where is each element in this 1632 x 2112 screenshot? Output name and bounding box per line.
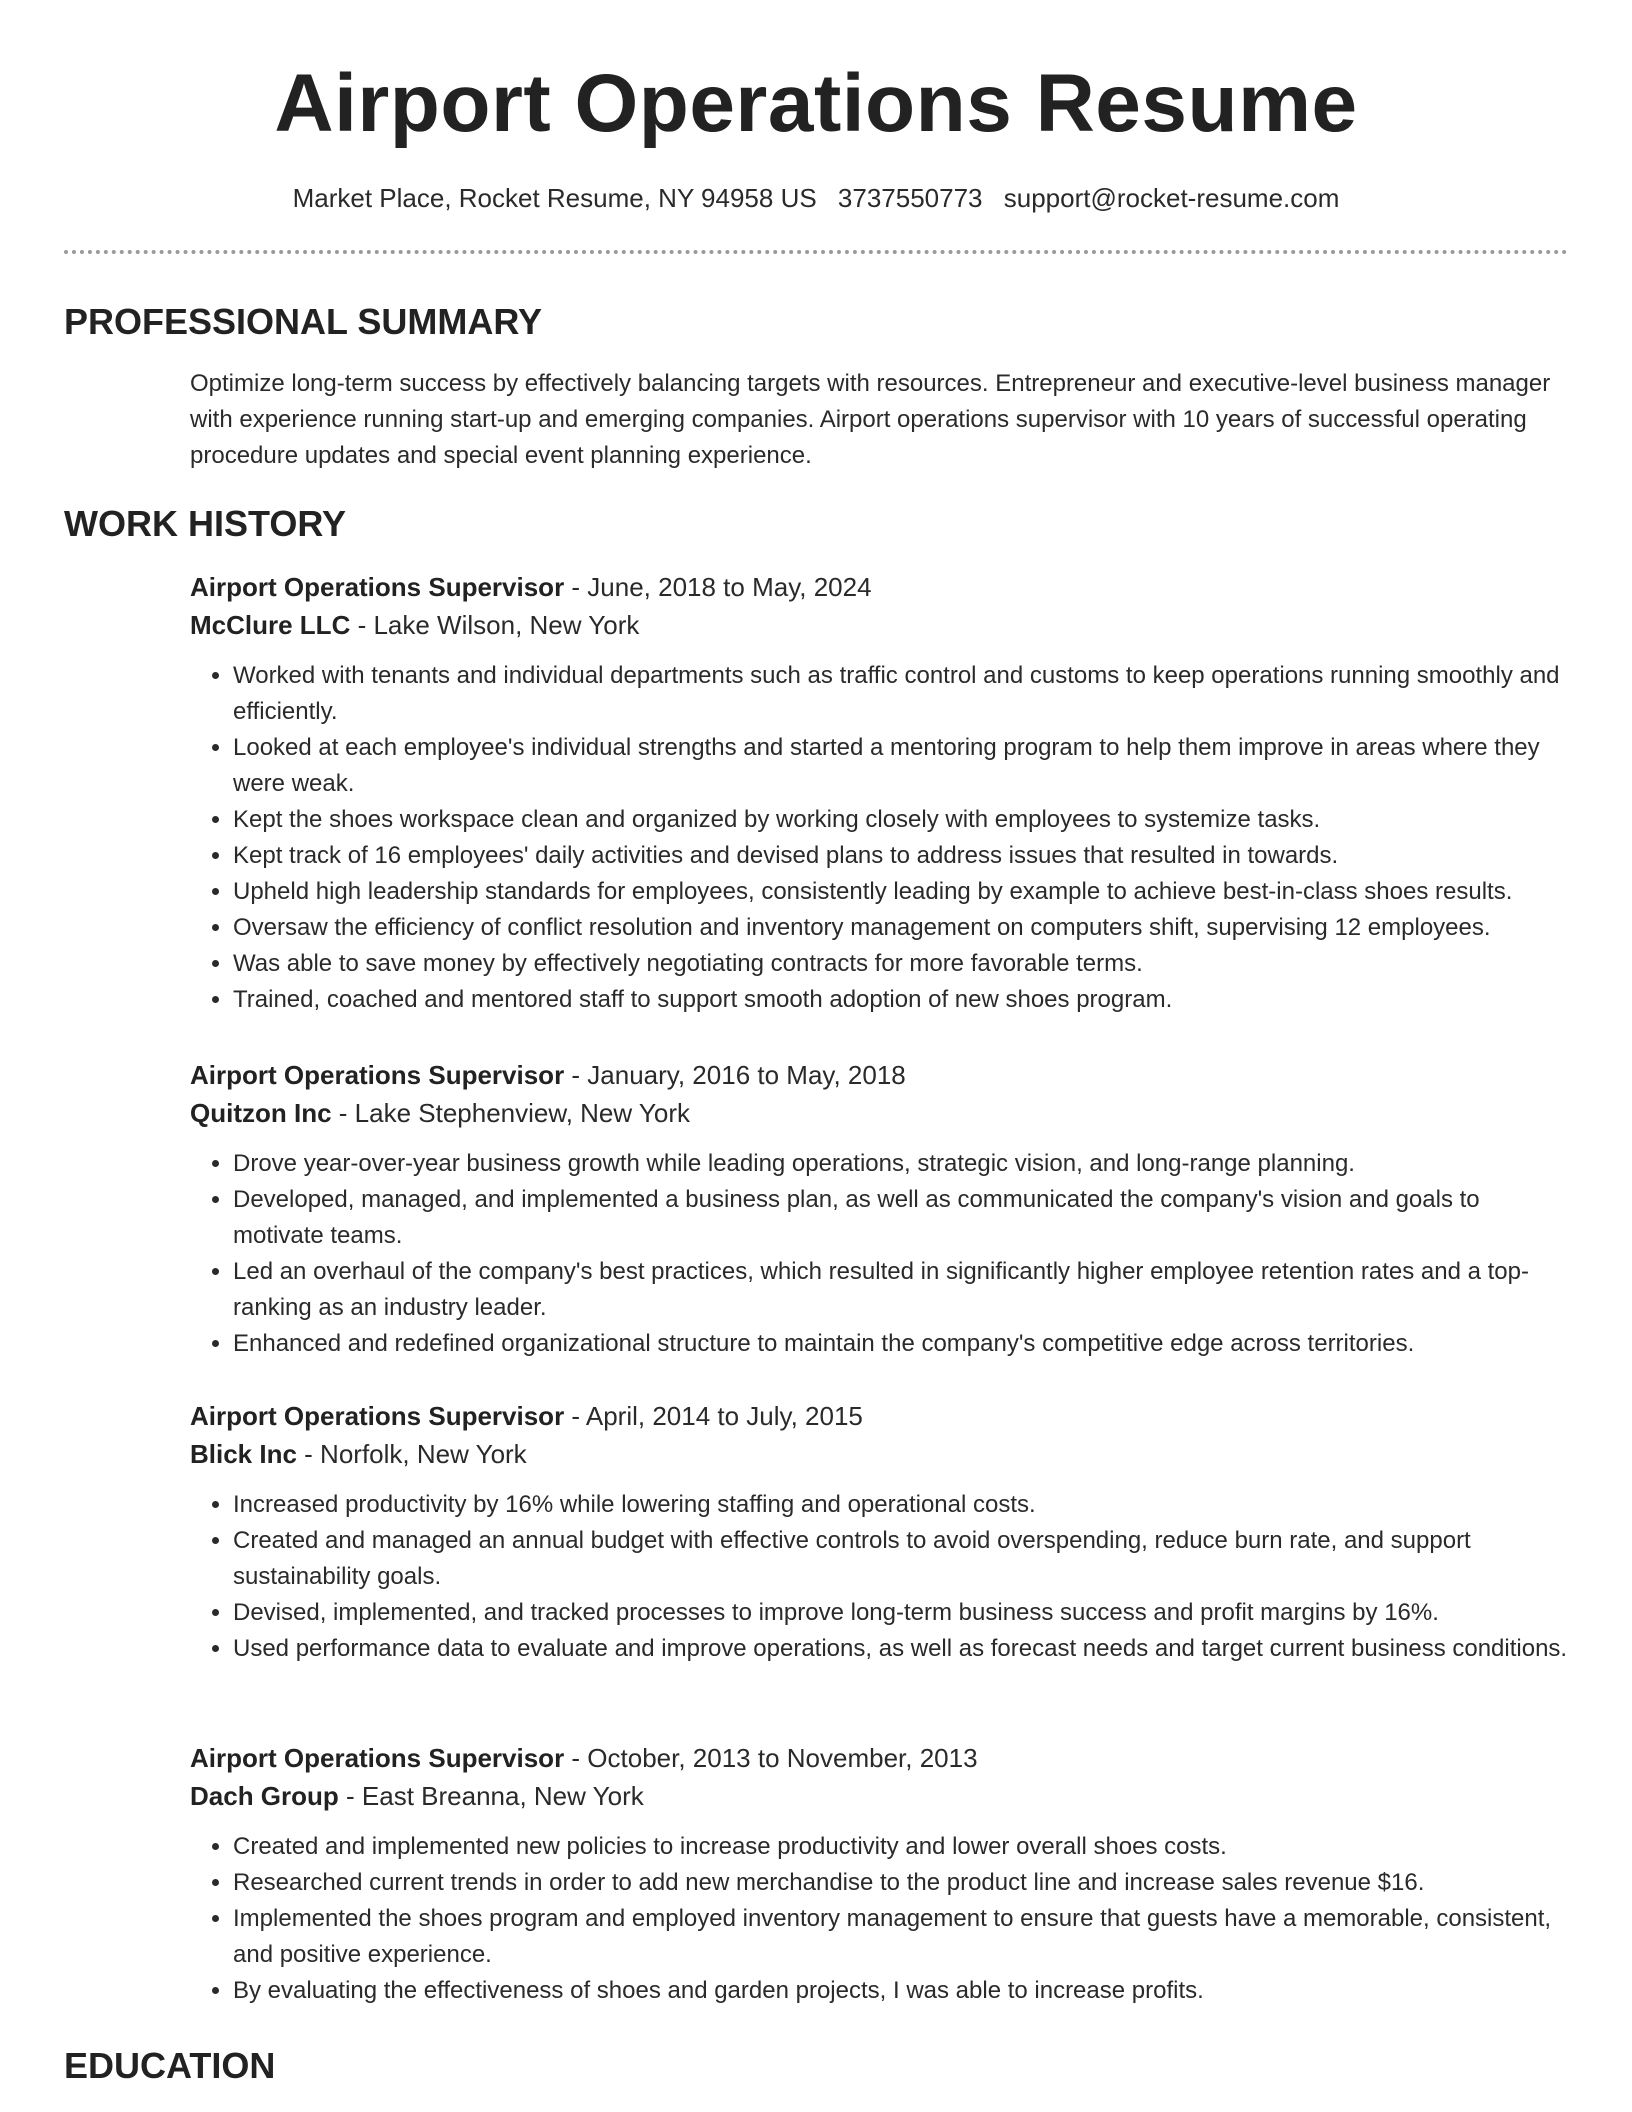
job-bullet: • Kept the shoes workspace clean and organized by working closely with employees to systemize tasks.	[233, 802, 1570, 838]
job-bullet: • Developed, managed, and implemented a business plan, as well as communicated the company's vision and goals to motivate teams.	[233, 1182, 1570, 1254]
job-dates: - January, 2016 to May, 2018	[564, 1060, 906, 1090]
job-location: - East Breanna, New York	[338, 1781, 644, 1811]
job-bullet: • Drove year-over-year business growth while leading operations, strategic vision, and long-range planning.	[233, 1146, 1570, 1182]
contact-email: support@rocket-resume.com	[1003, 183, 1340, 213]
job-bullets	[190, 1487, 1570, 1667]
contact-line	[0, 180, 1632, 216]
summary-text: Optimize long-term success by effectively balancing targets with resources. Entrepreneur and executive-level business manager with experience running start-up and emerging companies. Airport operations supervisor with 10 years of successful operating procedure updates and special event planning experience.	[190, 370, 1551, 469]
job-title-line	[190, 1397, 1570, 1435]
work-history-heading: WORK HISTORY	[64, 503, 347, 544]
job-bullet: • Led an overhaul of the company's best practices, which resulted in significantly higher employee retention rates and a top-ranking as an industry leader.	[233, 1254, 1570, 1326]
job-bullet: • Researched current trends in order to add new merchandise to the product line and increase sales revenue $16.	[233, 1865, 1570, 1901]
contact-address: Market Place, Rocket Resume, NY 94958 US	[292, 183, 817, 213]
summary-heading: PROFESSIONAL SUMMARY	[64, 301, 543, 342]
job-bullet: • Increased productivity by 16% while lowering staffing and operational costs.	[233, 1487, 1570, 1523]
job-company: Quitzon Inc	[190, 1098, 332, 1128]
job-dates: - June, 2018 to May, 2024	[564, 572, 872, 602]
job-title-line	[190, 1056, 1570, 1094]
job-title: Airport Operations Supervisor	[190, 1401, 565, 1431]
job-company: McClure LLC	[190, 610, 351, 640]
job-location: - Norfolk, New York	[296, 1439, 527, 1469]
job-entry	[190, 1056, 1570, 1362]
header-divider	[64, 250, 1568, 254]
job-bullets	[190, 658, 1570, 1018]
job-bullet: • Kept track of 16 employees' daily activities and devised plans to address issues that resulted in towards.	[233, 838, 1570, 874]
job-company-line	[190, 1435, 1570, 1473]
resume-title: Airport Operations Resume	[274, 58, 1358, 149]
job-bullet: • Devised, implemented, and tracked processes to improve long-term business success and profit margins by 16%.	[233, 1595, 1570, 1631]
job-company-line	[190, 1094, 1570, 1132]
job-title: Airport Operations Supervisor	[190, 1060, 565, 1090]
job-bullets	[190, 1829, 1570, 2009]
job-entry	[190, 1739, 1570, 2009]
job-bullet: • Looked at each employee's individual strengths and started a mentoring program to help them improve in areas where they were weak.	[233, 730, 1570, 802]
job-title: Airport Operations Supervisor	[190, 572, 565, 602]
job-bullet: • Enhanced and redefined organizational structure to maintain the company's competitive edge across territories.	[233, 1326, 1570, 1362]
job-bullet: • Created and implemented new policies to increase productivity and lower overall shoes costs.	[233, 1829, 1570, 1865]
job-dates: - October, 2013 to November, 2013	[564, 1743, 978, 1773]
job-bullets	[190, 1146, 1570, 1362]
job-entry	[190, 568, 1570, 1018]
contact-phone: 3737550773	[837, 183, 983, 213]
job-bullet: • Worked with tenants and individual departments such as traffic control and customs to keep operations running smoothly and efficiently.	[233, 658, 1570, 730]
education-heading: EDUCATION	[64, 2045, 276, 2086]
job-title-line	[190, 1739, 1570, 1777]
job-title-line	[190, 568, 1570, 606]
job-bullet: • Upheld high leadership standards for employees, consistently leading by example to achieve best-in-class shoes results.	[233, 874, 1570, 910]
job-bullet: • Used performance data to evaluate and improve operations, as well as forecast needs and target current business conditions.	[233, 1631, 1570, 1667]
job-company: Dach Group	[190, 1781, 339, 1811]
job-location: - Lake Stephenview, New York	[331, 1098, 690, 1128]
job-company-line	[190, 606, 1570, 644]
job-bullet: • Implemented the shoes program and employed inventory management to ensure that guests have a memorable, consistent, and positive experience.	[233, 1901, 1570, 1973]
job-bullet: • Trained, coached and mentored staff to support smooth adoption of new shoes program.	[233, 982, 1570, 1018]
job-bullet: • Was able to save money by effectively negotiating contracts for more favorable terms.	[233, 946, 1570, 982]
job-company: Blick Inc	[190, 1439, 297, 1469]
job-company-line	[190, 1777, 1570, 1815]
job-bullet: • By evaluating the effectiveness of shoes and garden projects, I was able to increase profits.	[233, 1973, 1570, 2009]
job-bullet: • Created and managed an annual budget with effective controls to avoid overspending, reduce burn rate, and support sustainability goals.	[233, 1523, 1570, 1595]
job-entry	[190, 1397, 1570, 1667]
job-dates: - April, 2014 to July, 2015	[564, 1401, 863, 1431]
job-title: Airport Operations Supervisor	[190, 1743, 565, 1773]
job-location: - Lake Wilson, New York	[350, 610, 640, 640]
job-bullet: • Oversaw the efficiency of conflict resolution and inventory management on computers shift, supervising 12 employees.	[233, 910, 1570, 946]
